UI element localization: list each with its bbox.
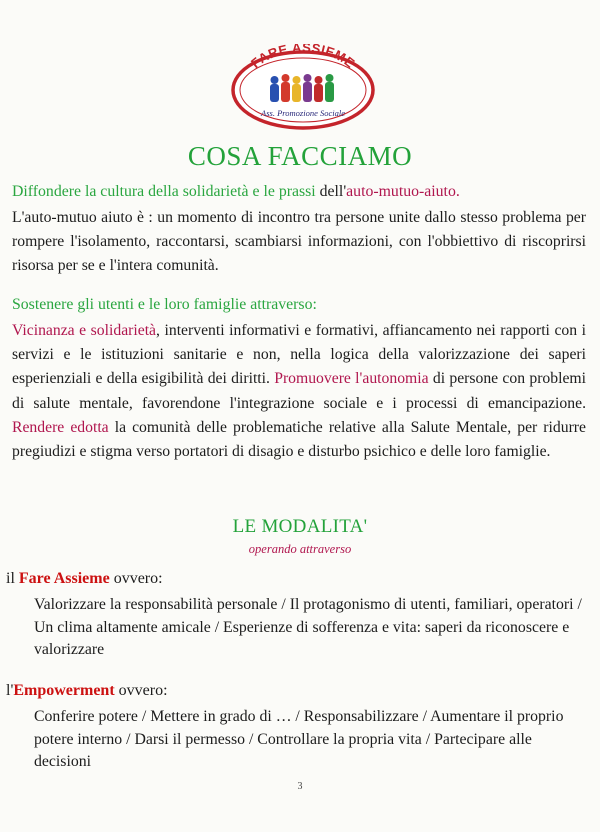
section1-body: L'auto-mutuo aiuto è : un momento di incontro tra persone unite dallo stesso problema per rompere l'isolamento, raccontarsi, scambiarsi informazioni, con l'obbiettivo di riscoprirsi risorsa per se e l'intera comunità.: [12, 209, 586, 275]
logo-arc-text: FARE ASSIEME: [247, 44, 358, 71]
page-number: 3: [297, 781, 303, 792]
modalita-subtitle: operando attraverso: [248, 542, 352, 556]
section2-body: Vicinanza e solidarietà, interventi informativi e formativi, affiancamento nei rapporti con i servizi e le istituzioni sanitarie e non, nella logica della valorizzazione dei saperi esperienziali e della esigibilità dei diritti. Promuovere l'autonomia di persone con problemi di salute mentale, favorendone l'integrazione sociale e i processi di emancipazione. Rendere edotta la comunità delle problematiche relative alla Salute Mentale, per ridurre pregiudizi e stigma verso portatori di disagio e disturbo psichico e delle loro famiglie.: [12, 322, 587, 461]
empowerment-label: l'Empowerment ovvero:: [6, 682, 168, 699]
fare-assieme-label: il Fare Assieme ovvero:: [6, 570, 163, 587]
modalita-title: LE MODALITA': [232, 516, 368, 537]
fare-assieme-body: Valorizzare la responsabilità personale / Il protagonismo di utenti, familiari, operatori / Un clima altamente amicale / Esperienze di sofferenza e vita: saperi da riconoscere e valorizzare: [34, 596, 582, 659]
fare-assieme-logo: [228, 44, 378, 132]
page-title: COSA FACCIAMO: [187, 141, 413, 171]
section1-heading: Diffondere la cultura della solidarietà e le prassi dell'auto-mutuo-aiuto.: [12, 183, 460, 200]
logo-subtitle: Ass. Promozione Sociale: [261, 108, 345, 118]
section2-heading: Sostenere gli utenti e le loro famiglie attraverso:: [12, 296, 317, 313]
empowerment-body: Conferire potere / Mettere in grado di … / Responsabilizzare / Aumentare il proprio potere interno / Darsi il permesso / Controllare la propria vita / Partecipare alle decisioni: [34, 708, 564, 771]
